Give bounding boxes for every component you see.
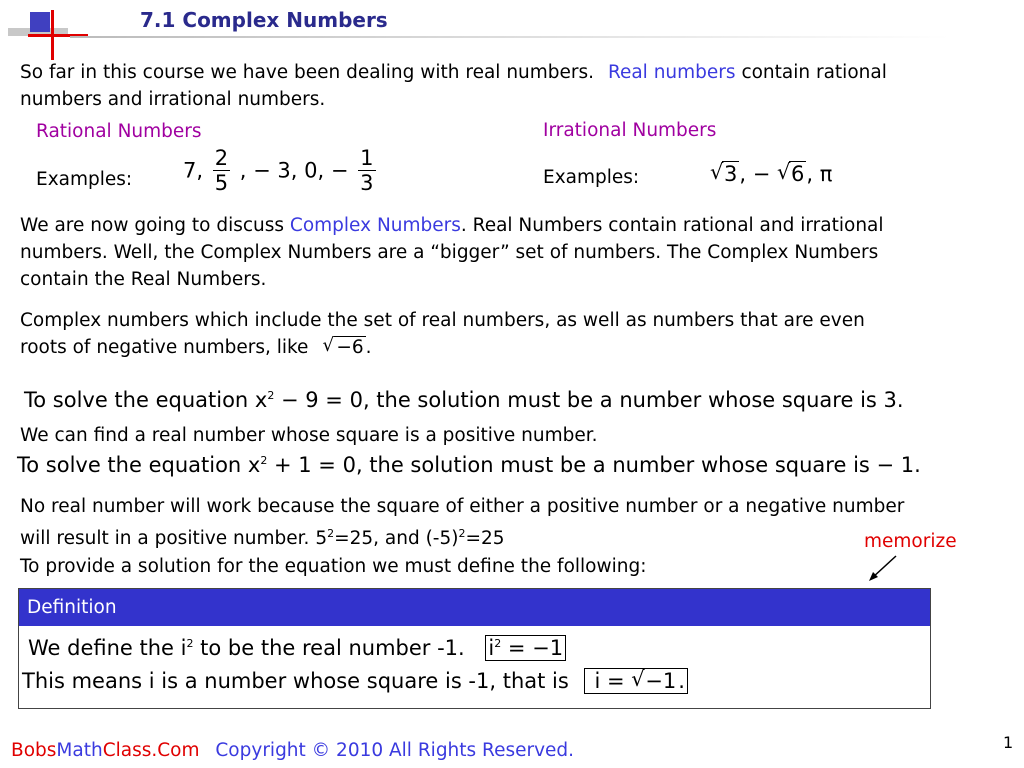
box2-a: i =: [594, 669, 632, 693]
note-positive: We can find a real number whose square is a positive number.: [20, 425, 598, 446]
eq2-b: + 1 = 0, the solution must be a number whose square is − 1.: [267, 453, 921, 477]
radicand: 6: [791, 162, 805, 186]
box1-exp: 2: [494, 637, 502, 650]
radicand: −6: [336, 337, 364, 358]
rational-examples: [183, 146, 379, 195]
definition-formula-box: [485, 635, 566, 661]
include-line1: Complex numbers which include the set of real numbers, as well as numbers that are even: [20, 310, 865, 331]
definition-box: [18, 588, 931, 709]
sqrt-neg-one: [631, 669, 678, 693]
rational-heading: Rational Numbers: [36, 121, 202, 142]
complex-numbers-link: Complex Numbers: [289, 215, 461, 236]
page-number: 1: [1003, 733, 1014, 752]
fraction-numerator: 1: [360, 146, 374, 170]
equation-two: [17, 453, 921, 477]
complex-line3: contain the Real Numbers.: [20, 269, 267, 290]
no-real-paragraph: [20, 493, 904, 552]
irrational-examples-label: Examples:: [543, 167, 640, 188]
complex-line1-a: We are now going to discuss: [20, 215, 285, 236]
memorize-arrow-icon: [866, 554, 900, 582]
eq1-a: To solve the equation x: [24, 388, 268, 412]
ex-middle: , − 3, 0, −: [239, 158, 349, 183]
irrational-heading: Irrational Numbers: [543, 120, 717, 141]
radicand: 3: [724, 162, 738, 186]
complex-line1-b: . Real Numbers contain rational and irrational: [460, 215, 884, 236]
intro-line2: numbers and irrational numbers.: [20, 89, 326, 110]
intro-line1-b: contain rational: [741, 62, 887, 83]
noreal-exp1: 2: [327, 527, 335, 540]
irrational-tail: , π: [806, 162, 833, 186]
header-logo: [8, 10, 88, 60]
footer: [11, 737, 574, 764]
include-line2-a: roots of negative numbers, like: [20, 337, 309, 358]
footer-copyright: Copyright © 2010 All Rights Reserved.: [215, 740, 575, 761]
fraction-denominator: 5: [214, 171, 229, 195]
sqrt-three: [710, 162, 739, 186]
eq1-exp: 2: [267, 389, 275, 402]
rational-examples-label: Examples:: [36, 169, 133, 190]
fraction-numerator: 2: [214, 146, 229, 170]
noreal-line2-c: =25: [465, 528, 505, 550]
footer-bobs: Bobs: [11, 740, 57, 761]
def-line1-b: to be the real number -1.: [193, 636, 465, 660]
eq1-b: − 9 = 0, the solution must be a number whose square is 3.: [274, 388, 904, 412]
eq2-a: To solve the equation x: [17, 453, 261, 477]
footer-class: Class.Com: [102, 740, 200, 761]
fraction-two-fifths: [213, 146, 230, 195]
complex-line2: numbers. Well, the Complex Numbers are a “bigger” set of numbers. The Complex Numbers: [20, 242, 879, 263]
page-title: 7.1 Complex Numbers: [140, 8, 388, 32]
provide-text: To provide a solution for the equation we must define the following:: [20, 556, 647, 577]
def-line1-exp: 2: [186, 637, 194, 650]
box1-b: = −1: [501, 636, 564, 660]
definition-line1: [28, 636, 566, 660]
include-paragraph: [20, 307, 865, 361]
footer-math: Math: [56, 740, 103, 761]
include-line2-b: .: [365, 337, 372, 358]
definition-header-label: Definition: [27, 597, 117, 618]
noreal-exp2: 2: [458, 527, 466, 540]
memorize-label: memorize: [864, 531, 957, 552]
header-rule: [70, 36, 950, 38]
box1-a: i: [488, 636, 495, 660]
eq2-exp: 2: [260, 454, 268, 467]
noreal-line2-b: =25, and (-5): [334, 528, 459, 550]
intro-line1-a: So far in this course we have been dealing with real numbers.: [20, 62, 595, 83]
equation-one: [24, 388, 904, 412]
sqrt-six: [777, 162, 806, 186]
definition-header: [19, 589, 930, 626]
noreal-line2-a: will result in a positive number. 5: [20, 528, 328, 550]
definition-root-box: [584, 668, 688, 694]
logo-red-vertical: [51, 10, 54, 60]
logo-blue-square: [30, 12, 50, 32]
intro-paragraph: [20, 59, 887, 113]
def-line2: This means i is a number whose square is -1, that is: [22, 669, 569, 693]
complex-paragraph: [20, 212, 884, 293]
fraction-one-third: [358, 146, 375, 195]
sqrt-neg-six: [322, 334, 365, 361]
definition-line2: [22, 669, 688, 693]
intro-real-numbers: Real numbers: [607, 62, 736, 83]
irrational-examples: [710, 162, 832, 186]
radicand: −1: [645, 669, 677, 693]
noreal-line1: No real number will work because the square of either a positive number or a negative number: [20, 496, 905, 517]
def-line1-a: We define the i: [28, 636, 187, 660]
ex-seven: 7,: [183, 158, 204, 183]
fraction-denominator: 3: [360, 171, 374, 195]
box2-b: .: [678, 669, 685, 693]
irrational-sep: , −: [739, 162, 771, 186]
